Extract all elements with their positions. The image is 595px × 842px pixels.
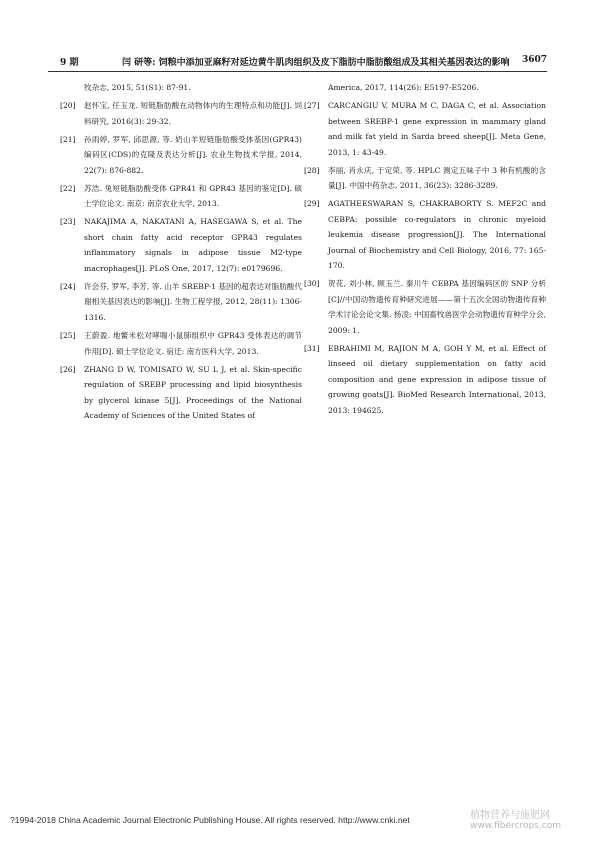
reference-item [62, 80, 302, 96]
reference-text: 苏浩. 兔短链脂肪酸受体 GPR41 和 GPR43 基因的鉴定[D]. 硕士学位论文. 南京: 南京农业大学, 2013. [84, 183, 302, 209]
reference-text: America, 2017, 114(26): E5197-E5206. [328, 83, 479, 92]
reference-text: ZHANG D W, TOMISATO W, SU L J, et al. Skin-specific regulation of SREBP processing and lipid biosynthesis by glycerol kinase 5[J]. Proceedings of the National Academy of Sciences of the United States of [84, 364, 302, 421]
reference-item [62, 279, 302, 326]
reference-text: 赵怀宝, 任玉龙. 短链脂肪酸在动物体内的生理特点和功能[J]. 饲料研究, 2016(3): 29-32. [84, 101, 302, 126]
reference-item [62, 181, 302, 212]
reference-text: 牧杂志, 2015, 51(S1): 87-91. [84, 83, 191, 92]
references-right-column [306, 80, 546, 421]
reference-item [306, 80, 546, 96]
reference-item [306, 276, 546, 338]
reference-item [306, 341, 546, 419]
watermark-text: 植物营养与施肥网 [470, 810, 550, 821]
reference-item [306, 163, 546, 194]
reference-item [306, 196, 546, 274]
reference-number: [30] [304, 279, 320, 289]
reference-number: [31] [304, 343, 320, 353]
running-header [48, 55, 547, 71]
reference-item [62, 132, 302, 179]
reference-number: [21] [60, 134, 76, 144]
reference-number: [25] [60, 331, 76, 341]
reference-text: CARCANGIU V, MURA M C, DAGA C, et al. Association between SREBP-1 gene expression in mammary gland and milk fat yield in Sarda breed sheep[J]. Meta Gene, 2013, 1: 43-49. [328, 101, 546, 157]
references-left-column [62, 80, 302, 426]
copyright-footer: ?1994-2018 China Academic Journal Electronic Publishing House. All rights reserved. http://www.cnki.net [10, 815, 410, 825]
reference-number: [22] [60, 183, 76, 193]
reference-number: [24] [60, 281, 76, 291]
reference-number: [28] [304, 165, 320, 175]
reference-number: [29] [304, 199, 320, 209]
reference-text: 贺花, 刘小林, 顾玉兰. 秦川牛 CEBPA 基因编码区的 SNP 分析[C]//中国动物遗传育种研究进展——第十五次全国动物遗传育种学术讨论会论文集. 杨凌: 中国畜牧兽医学会动物遗传育种学分会, 2009: 1. [328, 279, 546, 335]
watermark-url: www.fibercrops.com [470, 821, 561, 831]
reference-item [62, 98, 302, 129]
reference-text: 许会芬, 罗军, 李芳, 等. 山羊 SREBP-1 基因的超表达对脂肪酸代谢相关基因表达的影响[J]. 生物工程学报, 2012, 28(11): 1306-1316. [84, 281, 302, 322]
reference-item [62, 214, 302, 276]
reference-item [62, 328, 302, 359]
header-rule [48, 71, 547, 72]
reference-text: 孙雨婷, 罗军, 邱思源, 等. 奶山羊短链脂肪酸受体基因(GPR43)编码区(CDS)的克隆及表达分析[J]. 农业生物技术学报, 2014, 22(7): 876-882. [84, 134, 302, 175]
issue-label: 9 期 [60, 58, 79, 68]
reference-text: AGATHEESWARAN S, CHAKRABORTY S. MEF2C and CEBPA: possible co-regulators in chronic myeloid leukemia disease progression[J]. The International Journal of Biochemistry and Cell Biology, 2016, 77: 165-170. [328, 199, 546, 271]
reference-text: 李丽, 肖永庆, 于定荣, 等. HPLC 测定五味子中 3 种有机酸的含量[J]. 中国中药杂志, 2011, 36(23): 3286-3289. [328, 165, 546, 191]
page-number: 3607 [521, 55, 547, 65]
running-title: 闫 研等: 饲粮中添加亚麻籽对延边黄牛肌肉组织及皮下脂肪中脂肪酸组成及其相关基因表达的影响 [122, 58, 510, 68]
reference-number: [20] [60, 101, 76, 111]
site-watermark [470, 810, 561, 832]
reference-item [62, 362, 302, 424]
reference-number: [26] [60, 364, 76, 374]
reference-text: NAKAJIMA A, NAKATANI A, HASEGAWA S, et al. The short chain fatty acid receptor GPR43 regulates inflammatory signals in adipose tissue M2-type macrophages[J]. PLoS One, 2017, 12(7): e0179696. [84, 217, 302, 273]
reference-text: EBRAHIMI M, RAJION M A, GOH Y M, et al. Effect of linseed oil dietary supplementation on fatty acid composition and gene expression in adipose tissue of growing goats[J]. BioMed Research International, 2013, 2013: 194625. [328, 343, 546, 415]
reference-number: [23] [60, 217, 76, 227]
reference-number: [27] [304, 101, 320, 111]
reference-text: 王蔚盈. 地鳖米松对哮喘小鼠肺组织中 GPR43 受体表达的调节作用[D]. 硕士学位论文. 宿迁: 南方医科大学, 2013. [84, 331, 302, 356]
reference-item [306, 98, 546, 160]
